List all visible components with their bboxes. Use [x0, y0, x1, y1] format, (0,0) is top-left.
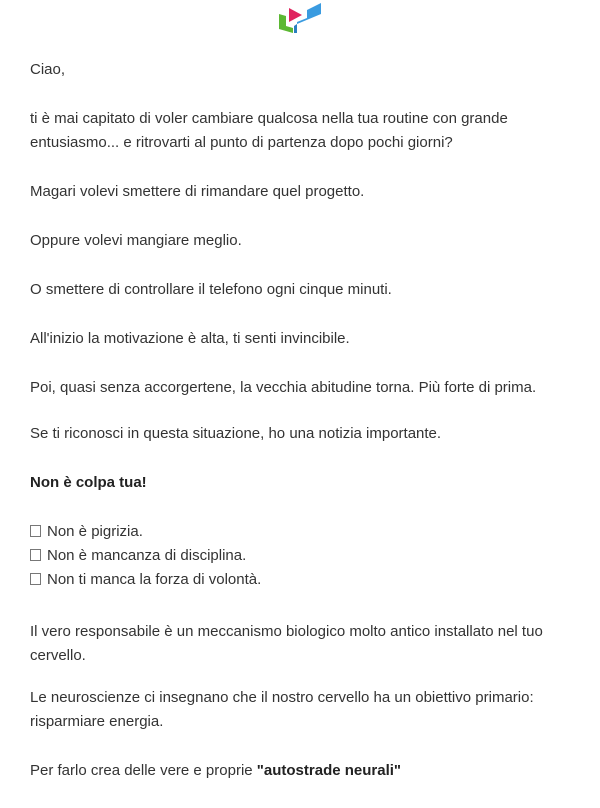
- paragraph-text: Per farlo crea delle vere e proprie: [30, 762, 257, 779]
- bold-paragraph: [30, 471, 575, 495]
- brand-logo: [277, 2, 323, 34]
- checklist-item: [30, 523, 143, 540]
- checklist-item: [30, 571, 261, 588]
- paragraph: ti è mai capitato di voler cambiare qualcosa nella tua routine con grande entusiasmo... e ritrovarti al punto di partenza dopo pochi giorni?: [30, 110, 508, 151]
- paragraph: Magari volevi smettere di rimandare quel progetto.: [30, 183, 365, 200]
- paragraph: All'inizio la motivazione è alta, ti senti invincibile.: [30, 330, 350, 347]
- paragraph: Le neuroscienze ci insegnano che il nostro cervello ha un obiettivo primario: risparmiare energia.: [30, 689, 534, 730]
- bold-text: "autostrade neurali": [256, 762, 402, 779]
- email-body: [30, 58, 575, 808]
- checkbox-icon: [30, 549, 41, 561]
- greeting: Ciao,: [30, 61, 66, 78]
- paragraph: [30, 759, 575, 783]
- bold-text: Non è colpa tua!: [30, 474, 147, 491]
- checklist-item: [30, 547, 246, 564]
- paragraph: Poi, quasi senza accorgertene, la vecchia abitudine torna. Più forte di prima.: [30, 379, 537, 396]
- paragraph: Se ti riconosci in questa situazione, ho una notizia importante.: [30, 425, 442, 442]
- checklist-item-label: Non è pigrizia.: [47, 523, 143, 540]
- checkbox-icon: [30, 525, 41, 537]
- paragraph: Il vero responsabile è un meccanismo biologico molto antico installato nel tuo cervello.: [30, 623, 543, 664]
- checkbox-icon: [30, 573, 41, 585]
- paragraph: O smettere di controllare il telefono ogni cinque minuti.: [30, 281, 392, 298]
- checklist-item-label: Non è mancanza di disciplina.: [47, 547, 247, 564]
- checklist: [30, 520, 575, 592]
- checklist-item-label: Non ti manca la forza di volontà.: [47, 571, 262, 588]
- paragraph: Oppure volevi mangiare meglio.: [30, 232, 242, 249]
